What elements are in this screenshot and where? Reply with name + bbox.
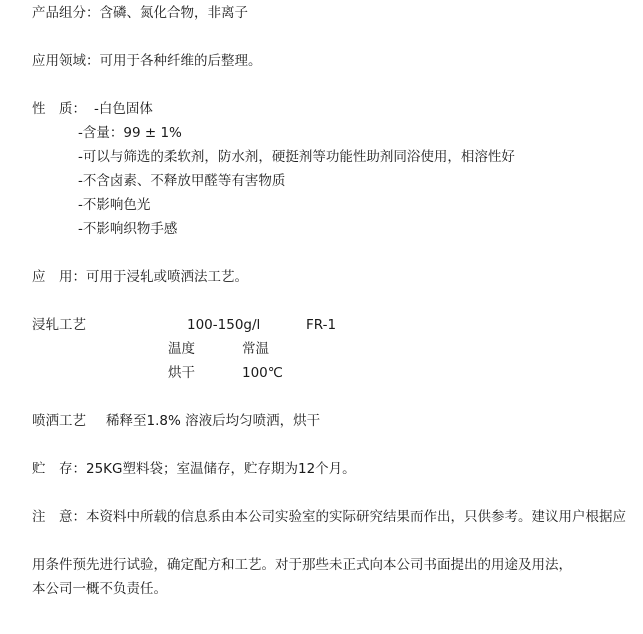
temperature-label: 温度 — [168, 341, 195, 357]
composition-line: 产品组分：含磷、氮化合物，非离子 — [32, 5, 248, 21]
drying-value: 100℃ — [242, 365, 283, 381]
properties-label: 性 质： — [32, 101, 86, 117]
usage-line: 应 用：可用于浸轧或喷洒法工艺。 — [32, 269, 248, 285]
notice-line: 注 意：本资料中所载的信息系由本公司实验室的实际研究结果而作出，只供参考。建议用户根据应 — [32, 509, 626, 525]
temperature-value: 常温 — [242, 341, 269, 357]
property-item: -含量：99 ± 1% — [78, 125, 182, 141]
spraying-label: 喷洒工艺 — [32, 413, 86, 429]
padding-label: 浸轧工艺 — [32, 317, 86, 333]
property-item: -可以与筛选的柔软剂，防水剂，硬挺剂等功能性助剂同浴使用，相溶性好 — [78, 149, 515, 165]
spraying-text: 稀释至1.8% 溶液后均匀喷洒，烘干 — [106, 413, 321, 429]
drying-label: 烘干 — [168, 365, 195, 381]
notice-line: 本公司一概不负责任。 — [32, 581, 167, 597]
property-item: -白色固体 — [94, 101, 153, 117]
property-item: -不含卤素、不释放甲醛等有害物质 — [78, 173, 286, 189]
property-item: -不影响织物手感 — [78, 221, 178, 237]
padding-product: FR-1 — [306, 317, 337, 333]
padding-dosage: 100-150g/l — [187, 317, 261, 333]
storage-line: 贮 存：25KG塑料袋；室温储存，贮存期为12个月。 — [32, 461, 356, 477]
notice-line: 用条件预先进行试验，确定配方和工艺。对于那些未正式向本公司书面提出的用途及用法， — [32, 557, 572, 573]
property-item: -不影响色光 — [78, 197, 151, 213]
application-field-line: 应用领域：可用于各种纤维的后整理。 — [32, 53, 262, 69]
